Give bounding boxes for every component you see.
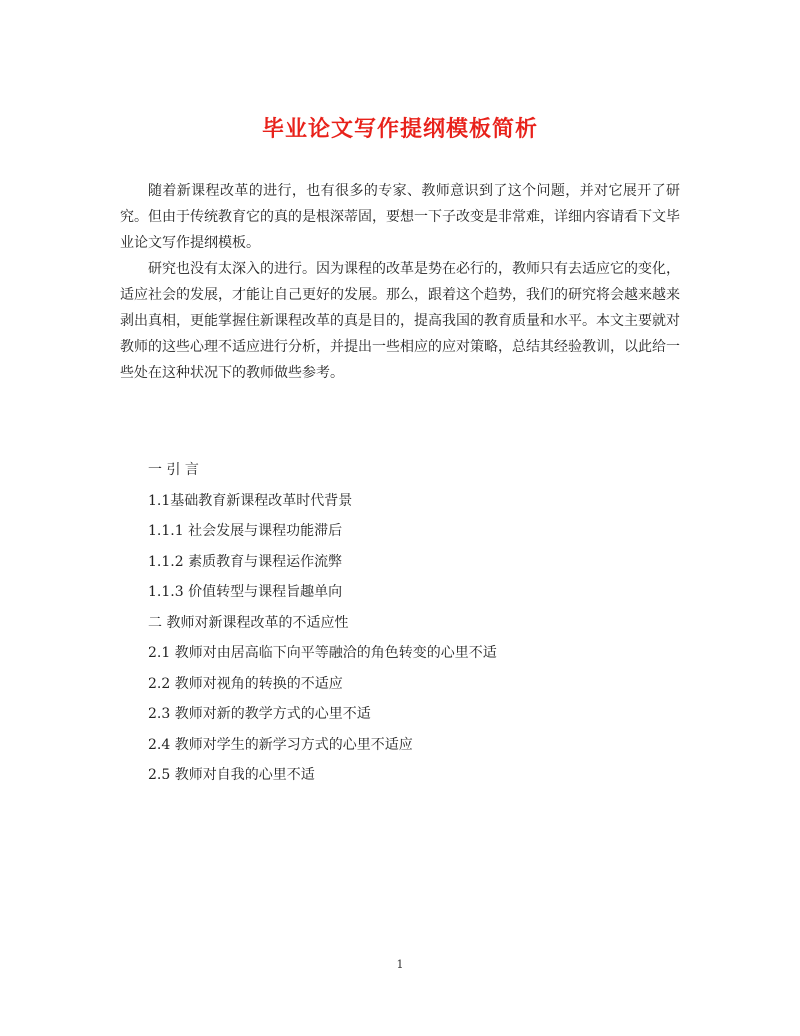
outline-item: 2.1 教师对由居高临下向平等融洽的角色转变的心里不适 [148,645,497,661]
outline-item: 一 引 言 [148,462,199,478]
paragraph-2: 研究也没有太深入的进行。因为课程的改革是势在必行的，教师只有去适应它的变化，适应社会的发展，才能让自己更好的发展。那么，跟着这个趋势，我们的研究将会越来越来剥出真相，更能掌握住新课程改革的真是目的，提高我国的教育质量和水平。本文主要就对教师的这些心理不适应进行分析，并提出一些相应的应对策略，总结其经验教训，以此给一些处在这种状况下的教师做些参考。 [120,261,680,381]
outline-item: 1.1.1 社会发展与课程功能滞后 [148,523,343,539]
outline-item: 2.4 教师对学生的新学习方式的心里不适应 [148,736,413,753]
document-title: 毕业论文写作提纲模板简析 [261,117,538,142]
paragraph-1: 随着新课程改革的进行，也有很多的专家、教师意识到了这个问题，并对它展开了研究。但由于传统教育它的真的是根深蒂固，要想一下子改变是非常难，详细内容请看下文毕业论文写作提纲模板。 [120,183,680,251]
outline-item: 2.2 教师对视角的转换的不适应 [148,675,343,692]
outline-item: 2.5 教师对自我的心里不适 [148,767,315,783]
outline-list [148,455,668,791]
outline-item: 1.1基础教育新课程改革时代背景 [148,492,353,509]
intro-text [120,178,680,386]
page-number: 1 [396,958,404,971]
outline-item: 二 教师对新课程改革的不适应性 [148,614,349,631]
outline-item: 2.3 教师对新的教学方式的心里不适 [148,706,371,722]
outline-item: 1.1.3 价值转型与课程旨趣单向 [148,584,343,600]
outline-item: 1.1.2 素质教育与课程运作流弊 [148,553,343,570]
